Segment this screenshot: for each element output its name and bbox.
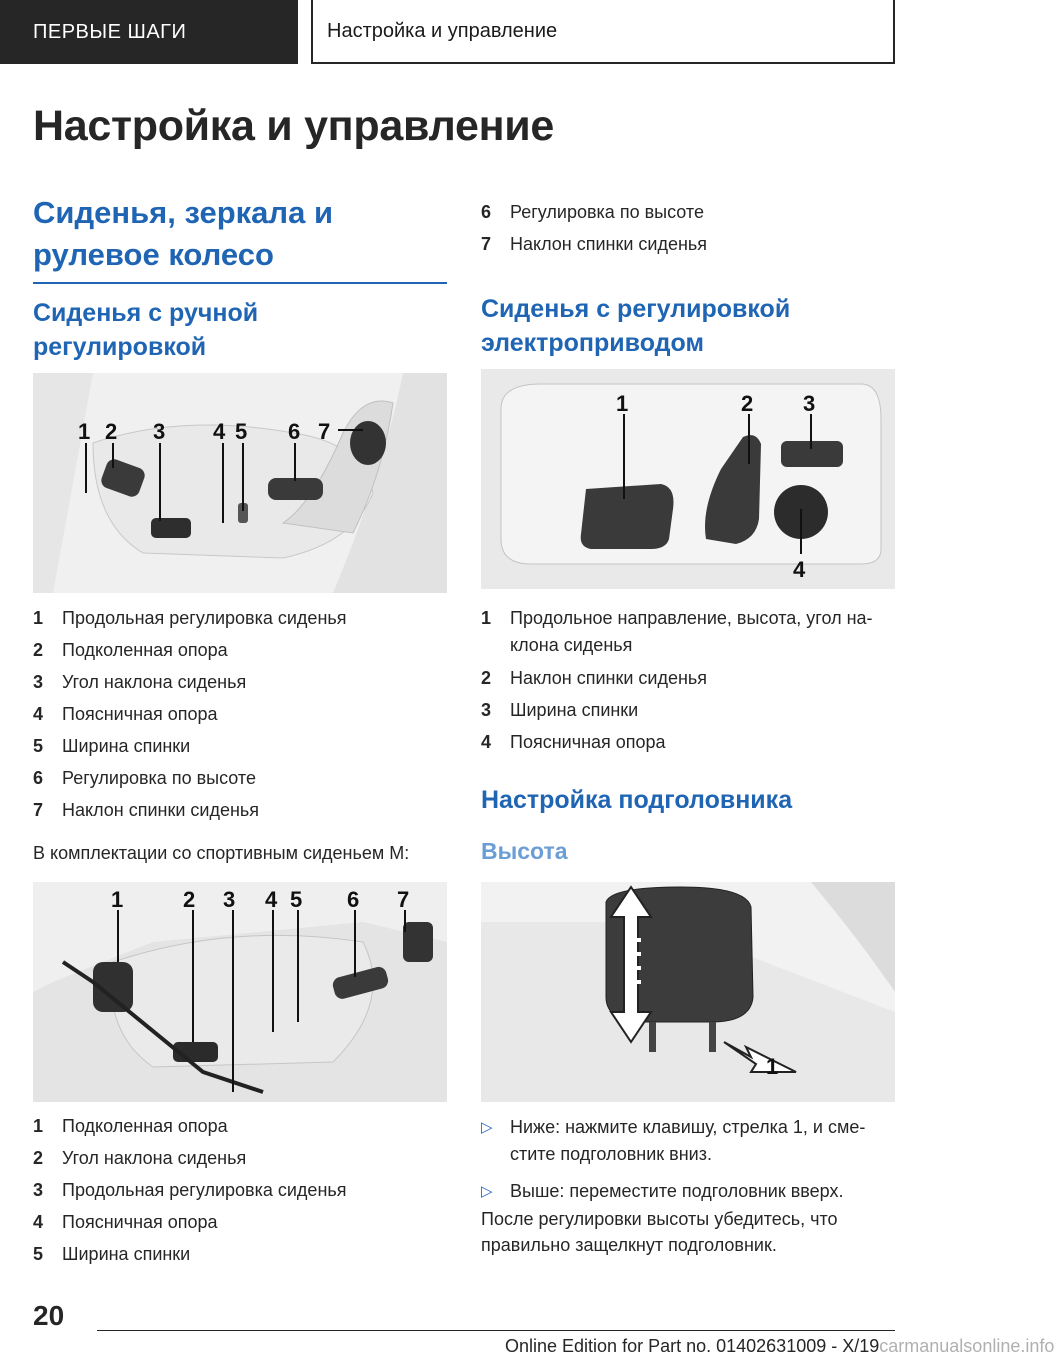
fig3-number: 2 — [741, 391, 754, 416]
sport-seat-legend — [33, 1110, 447, 1270]
edition-text: Online Edition for Part no. 01402631009 - X/19 — [505, 1336, 880, 1356]
fig2-number: 1 — [111, 887, 124, 912]
fig1-number: 6 — [288, 419, 301, 444]
sport-seat-figure — [33, 882, 447, 1102]
bullet-triangle-icon: ▷ — [481, 1183, 493, 1200]
footer-edition — [505, 1336, 1054, 1357]
legend-item: 3 Продольная регулировка сиденья — [33, 1180, 347, 1200]
page-title: Настройка и управление — [33, 102, 554, 150]
footer-rule — [97, 1330, 895, 1331]
section-title: ПЕРВЫЕ ШАГИ — [33, 20, 187, 43]
legend-item: 5 Ширина спинки — [33, 736, 191, 756]
fig2-number: 3 — [223, 887, 236, 912]
fig1-number: 7 — [318, 419, 331, 444]
legend-item: 4 Поясничная опора — [481, 732, 666, 752]
legend-item: 6 Регулировка по высоте — [481, 202, 704, 222]
legend-item: 4 Поясничная опора — [33, 1212, 218, 1232]
fig2-number: 4 — [265, 887, 278, 912]
fig1-number: 2 — [105, 419, 118, 444]
headrest-note: После регулировки высоты убедитесь, что правильно защелкнут подголовник. — [481, 1209, 838, 1255]
legend-item: 5 Ширина спинки — [33, 1244, 191, 1264]
fig1-number: 1 — [78, 419, 91, 444]
electric-seat-legend — [481, 602, 895, 758]
headrest-figure — [481, 882, 895, 1102]
legend-item: 2 Наклон спинки сиденья — [481, 668, 708, 688]
manual-seat-illustration — [33, 373, 447, 593]
sport-seat-note: В комплектации со спортивным сиденьем M: — [33, 843, 410, 863]
fig1-number: 5 — [235, 419, 248, 444]
manual-seat-legend — [33, 602, 447, 826]
legend-item: 1 Продольная регулировка сиденья — [33, 608, 347, 628]
legend-item: 2 Угол наклона сиденья — [33, 1148, 247, 1168]
fig4-number: 1 — [766, 1054, 779, 1079]
fig3-number: 4 — [793, 557, 806, 582]
legend-item: 4 Поясничная опора — [33, 704, 218, 724]
fig2-number: 5 — [290, 887, 303, 912]
legend-item: 7 Наклон спинки сиденья — [33, 800, 260, 820]
headrest-illustration — [481, 882, 895, 1102]
sport-seat-illustration — [33, 882, 447, 1102]
headrest-heading: Настройка подголовника — [481, 786, 793, 814]
page-number: 20 — [33, 1300, 65, 1331]
height-subheading: Высота — [481, 838, 568, 864]
legend-item: 1 Продольное направление, высота, угол наклона сиденья — [481, 608, 873, 655]
section-heading: Сиденья, зеркала и рулевое колесо — [33, 192, 447, 284]
electric-seat-figure — [481, 369, 895, 589]
chapter-tab — [311, 0, 895, 64]
manual-seat-figure — [33, 373, 447, 593]
manual-seats-heading: Сиденья с ручной регулировкой — [33, 299, 259, 361]
fig2-number: 6 — [347, 887, 360, 912]
legend-item: 6 Регулировка по высоте — [33, 768, 256, 788]
bullet-triangle-icon: ▷ — [481, 1119, 493, 1136]
legend-item: 7 Наклон спинки сиденья — [481, 234, 708, 254]
sport-seat-legend-cont — [481, 196, 895, 260]
fig2-number: 7 — [397, 887, 410, 912]
electric-seats-heading: Сиденья с регулировкой электроприводом — [481, 295, 791, 357]
instruction-item: ▷ Выше: переместите подголовник вверх. — [481, 1178, 895, 1205]
fig2-number: 2 — [183, 887, 196, 912]
headrest-instructions — [481, 1114, 895, 1215]
legend-item: 2 Подколенная опора — [33, 640, 228, 660]
section-tab — [0, 0, 298, 64]
fig3-number: 1 — [616, 391, 629, 416]
fig1-number: 3 — [153, 419, 166, 444]
fig1-number: 4 — [213, 419, 226, 444]
fig3-number: 3 — [803, 391, 816, 416]
legend-item: 1 Подколенная опора — [33, 1116, 228, 1136]
watermark: carmanualsonline.info — [879, 1336, 1054, 1356]
legend-item: 3 Ширина спинки — [481, 700, 639, 720]
chapter-title: Настройка и управление — [327, 19, 558, 42]
instruction-item: ▷ Ниже: нажмите клавишу, стрелка 1, и сместите подголовник вниз. — [481, 1114, 895, 1168]
electric-seat-controls — [481, 369, 895, 589]
legend-item: 3 Угол наклона сиденья — [33, 672, 247, 692]
